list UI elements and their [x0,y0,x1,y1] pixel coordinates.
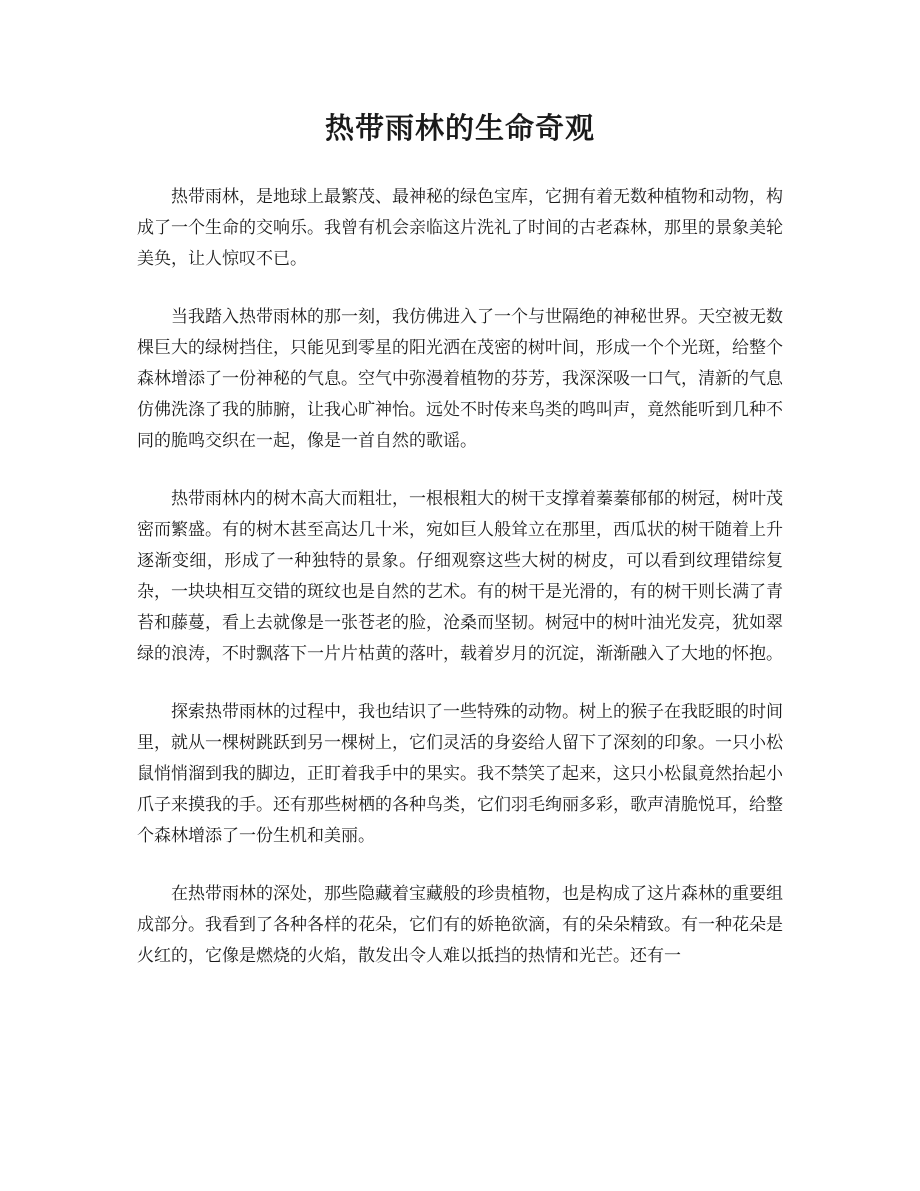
paragraph: 热带雨林内的树木高大而粗壮，一根根粗大的树干支撑着蓁蓁郁郁的树冠，树叶茂密而繁盛。有的树木甚至高达几十米，宛如巨人般耸立在那里，西瓜状的树干随着上升逐渐变细，形成了一种独特的景象。仔细观察这些大树的树皮，可以看到纹理错综复杂，一块块相互交错的斑纹也是自然的艺术。有的树干是光滑的，有的树干则长满了青苔和藤蔓，看上去就像是一张苍老的脸，沧桑而坚韧。树冠中的树叶油光发亮，犹如翠绿的浪涛，不时飘落下一片片枯黄的落叶，载着岁月的沉淀，渐渐融入了大地的怀抱。 [137,489,783,664]
paragraph: 当我踏入热带雨林的那一刻，我仿佛进入了一个与世隔绝的神秘世界。天空被无数棵巨大的绿树挡住，只能见到零星的阳光洒在茂密的树叶间，形成一个个光斑，给整个森林增添了一份神秘的气息。空气中弥漫着植物的芬芳，我深深吸一口气，清新的气息仿佛洗涤了我的肺腑，让我心旷神怡。远处不时传来鸟类的鸣叫声，竟然能听到几种不同的脆鸣交织在一起，像是一首自然的歌谣。 [137,307,783,451]
document-body [137,182,783,999]
paragraph: 探索热带雨林的过程中，我也结识了一些特殊的动物。树上的猴子在我眨眼的时间里，就从一棵树跳跃到另一棵树上，它们灵活的身姿给人留下了深刻的印象。一只小松鼠悄悄溜到我的脚边，正盯着我手中的果实。我不禁笑了起来，这只小松鼠竟然抬起小爪子来摸我的手。还有那些树栖的各种鸟类，它们羽毛绚丽多彩，歌声清脆悦耳，给整个森林增添了一份生机和美丽。 [137,702,783,846]
document-title: 热带雨林的生命奇观 [324,111,595,145]
paragraph: 在热带雨林的深处，那些隐藏着宝藏般的珍贵植物，也是构成了这片森林的重要组成部分。我看到了各种各样的花朵，它们有的娇艳欲滴，有的朵朵精致。有一种花朵是火红的，它像是燃烧的火焰，散发出令人难以抵挡的热情和光芒。还有一 [137,884,783,966]
paragraph: 热带雨林，是地球上最繁茂、最神秘的绿色宝库，它拥有着无数种植物和动物，构成了一个生命的交响乐。我曾有机会亲临这片洗礼了时间的古老森林，那里的景象美轮美奂，让人惊叹不已。 [137,187,783,269]
